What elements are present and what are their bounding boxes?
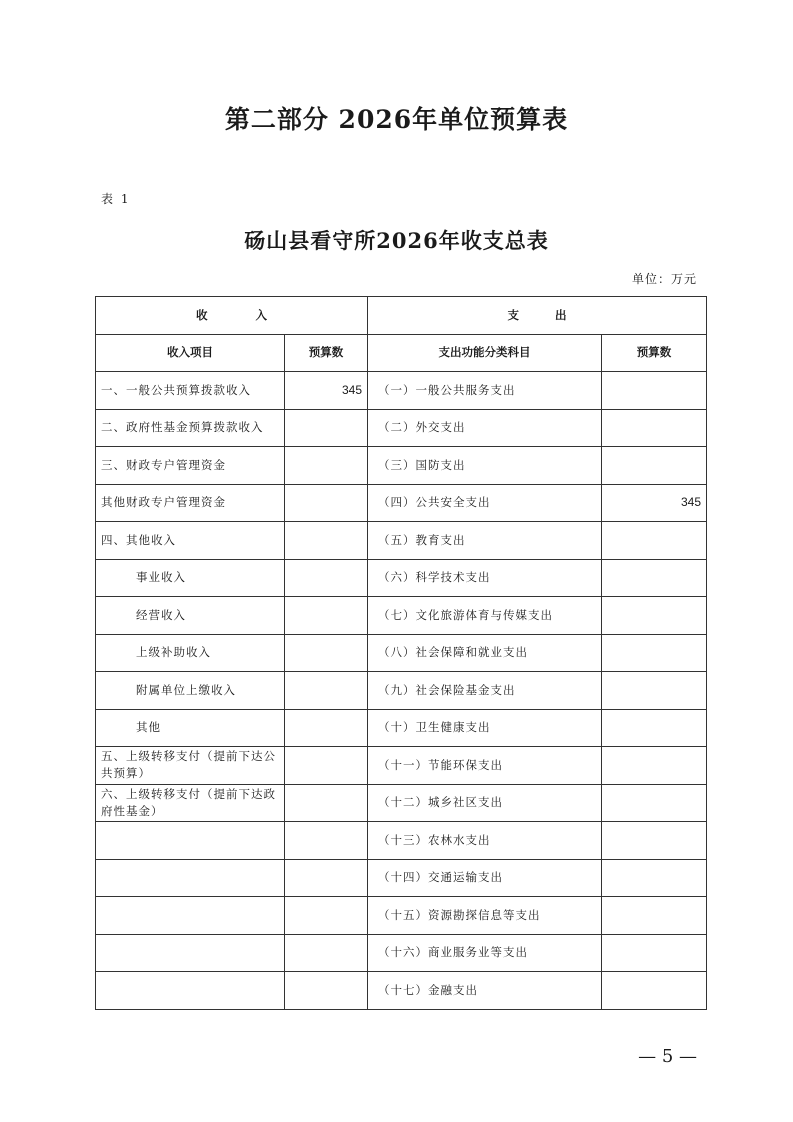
exp-item-cell: （十一）节能环保支出 <box>368 747 602 785</box>
expenditure-header <box>368 297 707 335</box>
income-item-cell: 五、上级转移支付（提前下达公共预算） <box>96 747 285 785</box>
exp-item-cell: （十七）金融支出 <box>368 972 602 1010</box>
income-item-cell <box>96 859 285 897</box>
exp-item-cell: （八）社会保障和就业支出 <box>368 634 602 672</box>
income-item-cell: 其他财政专户管理资金 <box>96 484 285 522</box>
exp-value-cell <box>602 859 707 897</box>
exp-item-cell: （七）文化旅游体育与传媒支出 <box>368 597 602 635</box>
table-row <box>96 822 707 860</box>
exp-value-cell <box>602 522 707 560</box>
table-row <box>96 522 707 560</box>
table-row <box>96 934 707 972</box>
income-value-cell <box>285 934 368 972</box>
exp-item-cell: （五）教育支出 <box>368 522 602 560</box>
income-value-cell <box>285 559 368 597</box>
exp-item-cell: （四）公共安全支出 <box>368 484 602 522</box>
income-budget-header: 预算数 <box>285 334 368 372</box>
page-title: 第二部分 2026年单位预算表 <box>224 105 569 134</box>
income-value-cell <box>285 897 368 935</box>
exp-value-cell <box>602 747 707 785</box>
table-row <box>96 709 707 747</box>
page-number: — 5 — <box>638 1046 697 1067</box>
exp-value-cell <box>602 784 707 822</box>
exp-item-cell: （十六）商业服务业等支出 <box>368 934 602 972</box>
table-row <box>96 559 707 597</box>
income-header-label: 收入 <box>196 307 315 322</box>
income-value-cell: 345 <box>285 372 368 410</box>
income-item-cell <box>96 934 285 972</box>
exp-item-cell: （十四）交通运输支出 <box>368 859 602 897</box>
table-row <box>96 747 707 785</box>
income-item-cell <box>96 897 285 935</box>
table-row <box>96 447 707 485</box>
income-item-cell: 经营收入 <box>96 597 285 635</box>
income-value-cell <box>285 672 368 710</box>
exp-value-cell <box>602 822 707 860</box>
income-value-cell <box>285 822 368 860</box>
exp-budget-header: 预算数 <box>602 334 707 372</box>
table-row <box>96 859 707 897</box>
exp-item-cell: （十）卫生健康支出 <box>368 709 602 747</box>
exp-value-cell <box>602 409 707 447</box>
exp-item-cell: （六）科学技术支出 <box>368 559 602 597</box>
exp-item-cell: （十五）资源勘探信息等支出 <box>368 897 602 935</box>
income-item-cell <box>96 822 285 860</box>
income-item-header: 收入项目 <box>96 334 285 372</box>
table-row <box>96 634 707 672</box>
exp-value-cell <box>602 934 707 972</box>
exp-item-cell: （九）社会保险基金支出 <box>368 672 602 710</box>
income-item-cell: 三、财政专户管理资金 <box>96 447 285 485</box>
income-value-cell <box>285 522 368 560</box>
income-item-cell: 二、政府性基金预算拨款收入 <box>96 409 285 447</box>
income-item-cell <box>96 972 285 1010</box>
income-value-cell <box>285 709 368 747</box>
exp-value-cell: 345 <box>602 484 707 522</box>
income-value-cell <box>285 859 368 897</box>
exp-value-cell <box>602 672 707 710</box>
income-value-cell <box>285 784 368 822</box>
exp-value-cell <box>602 447 707 485</box>
table-row <box>96 597 707 635</box>
unit-label: 单位：万元 <box>631 272 697 286</box>
income-value-cell <box>285 409 368 447</box>
table-row <box>96 372 707 410</box>
exp-value-cell <box>602 897 707 935</box>
table-row <box>96 897 707 935</box>
exp-item-cell: （十三）农林水支出 <box>368 822 602 860</box>
exp-value-cell <box>602 597 707 635</box>
exp-value-cell <box>602 634 707 672</box>
income-value-cell <box>285 447 368 485</box>
income-item-cell: 附属单位上缴收入 <box>96 672 285 710</box>
table-row <box>96 672 707 710</box>
exp-value-cell <box>602 559 707 597</box>
table-label: 表 1 <box>101 192 131 206</box>
income-header <box>96 297 368 335</box>
table-row <box>96 484 707 522</box>
exp-item-cell: （一）一般公共服务支出 <box>368 372 602 410</box>
income-item-cell: 一、一般公共预算拨款收入 <box>96 372 285 410</box>
table-row <box>96 784 707 822</box>
table-row <box>96 972 707 1010</box>
exp-value-cell <box>602 709 707 747</box>
exp-item-header: 支出功能分类科目 <box>368 334 602 372</box>
income-item-cell: 事业收入 <box>96 559 285 597</box>
income-item-cell: 六、上级转移支付（提前下达政府性基金） <box>96 784 285 822</box>
exp-value-cell <box>602 372 707 410</box>
income-item-cell: 其他 <box>96 709 285 747</box>
table-title: 砀山县看守所2026年收支总表 <box>244 228 549 253</box>
income-item-cell: 四、其他收入 <box>96 522 285 560</box>
table-header-row-2 <box>96 334 707 372</box>
table-header-row-1 <box>96 297 707 335</box>
income-value-cell <box>285 972 368 1010</box>
income-value-cell <box>285 634 368 672</box>
income-value-cell <box>285 484 368 522</box>
expenditure-header-label: 支出 <box>507 307 603 322</box>
income-value-cell <box>285 597 368 635</box>
income-item-cell: 上级补助收入 <box>96 634 285 672</box>
exp-item-cell: （三）国防支出 <box>368 447 602 485</box>
exp-value-cell <box>602 972 707 1010</box>
exp-item-cell: （十二）城乡社区支出 <box>368 784 602 822</box>
table-row <box>96 409 707 447</box>
budget-summary-table <box>95 296 707 1010</box>
income-value-cell <box>285 747 368 785</box>
exp-item-cell: （二）外交支出 <box>368 409 602 447</box>
